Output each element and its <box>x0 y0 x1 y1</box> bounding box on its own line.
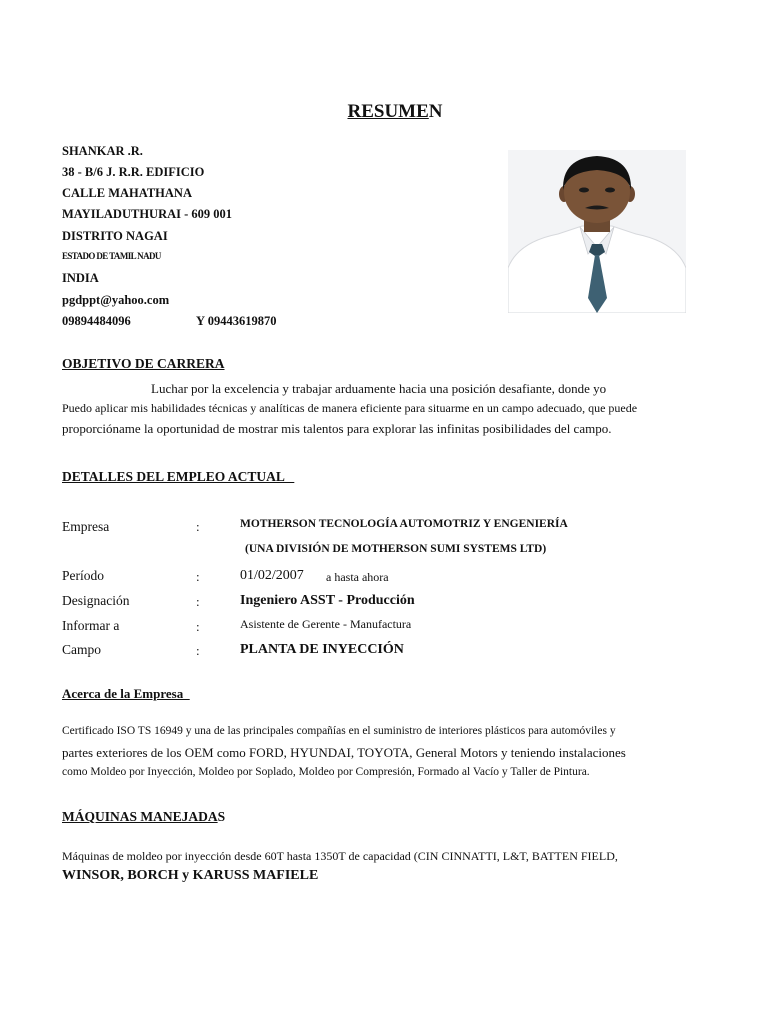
period-label: Período <box>62 568 104 583</box>
resume-title <box>0 101 768 123</box>
resume-title-rest: N <box>428 101 443 122</box>
field-colon: : <box>196 643 200 658</box>
employment-heading: DETALLES DEL EMPLEO ACTUAL <box>62 469 295 484</box>
profile-photo-illustration <box>508 150 686 313</box>
contact-email: pgdppt@yahoo.com <box>62 293 170 307</box>
company-value-division: (UNA DIVISIÓN DE MOTHERSON SUMI SYSTEMS LTD) <box>245 543 547 555</box>
company-colon: : <box>196 519 200 534</box>
designation-label: Designación <box>62 593 130 608</box>
contact-address-line1: 38 - B/6 J. R.R. EDIFICIO <box>62 165 205 179</box>
contact-name: SHANKAR .R. <box>62 144 143 158</box>
designation-value: Ingeniero ASST - Producción <box>240 593 415 608</box>
machines-heading-underlined: MÁQUINAS MANEJADA <box>62 809 218 824</box>
report-value: Asistente de Gerente - Manufactura <box>240 617 412 631</box>
field-value: PLANTA DE INYECCIÓN <box>240 642 404 657</box>
company-label: Empresa <box>62 519 110 534</box>
objective-line-3: proporcióname la oportunidad de mostrar mis talentos para explorar las infinitas posibilidades del campo. <box>62 421 612 436</box>
resume-title-underlined: RESUME <box>347 101 429 122</box>
machines-heading <box>62 809 225 825</box>
period-end: a hasta ahora <box>326 570 389 584</box>
about-line-3: como Moldeo por Inyección, Moldeo por Soplado, Moldeo por Compresión, Formado al Vacío y Taller de Pintura. <box>62 766 590 778</box>
machines-line-1: Máquinas de moldeo por inyección desde 60T hasta 1350T de capacidad (CIN CINNATTI, L&T, BATTEN FIELD, <box>62 849 618 863</box>
report-label: Informar a <box>62 618 120 633</box>
contact-phone2: Y 09443619870 <box>196 314 277 328</box>
field-label: Campo <box>62 642 101 657</box>
contact-state: ESTADO DE TAMIL NADU <box>62 251 161 261</box>
report-colon: : <box>196 619 200 634</box>
contact-country: INDIA <box>62 271 99 285</box>
about-line-2: partes exteriores de los OEM como FORD, HYUNDAI, TOYOTA, General Motors y teniendo instalaciones <box>62 745 626 760</box>
designation-colon: : <box>196 594 200 609</box>
objective-line-2: Puedo aplicar mis habilidades técnicas y analíticas de manera eficiente para situarme en un campo adecuado, que puede <box>62 401 638 415</box>
period-start: 01/02/2007 <box>240 568 304 583</box>
company-value: MOTHERSON TECNOLOGÍA AUTOMOTRIZ Y ENGENIERÍA <box>240 518 568 530</box>
about-heading: Acerca de la Empresa <box>62 686 190 701</box>
objective-heading: OBJETIVO DE CARRERA <box>62 356 225 371</box>
contact-phone1: 09894484096 <box>62 314 131 328</box>
contact-city: MAYILADUTHURAI - 609 001 <box>62 207 233 221</box>
contact-district: DISTRITO NAGAI <box>62 229 168 243</box>
machines-line-2: WINSOR, BORCH y KARUSS MAFIELE <box>62 868 319 883</box>
machines-heading-rest: S <box>217 809 226 824</box>
period-colon: : <box>196 569 200 584</box>
profile-photo <box>508 150 686 313</box>
objective-line-1: Luchar por la excelencia y trabajar arduamente hacia una posición desafiante, donde yo <box>151 381 607 396</box>
about-line-1: Certificado ISO TS 16949 y una de las principales compañías en el suministro de interiores plásticos para automóviles y <box>62 725 616 737</box>
contact-street: CALLE MAHATHANA <box>62 186 192 200</box>
